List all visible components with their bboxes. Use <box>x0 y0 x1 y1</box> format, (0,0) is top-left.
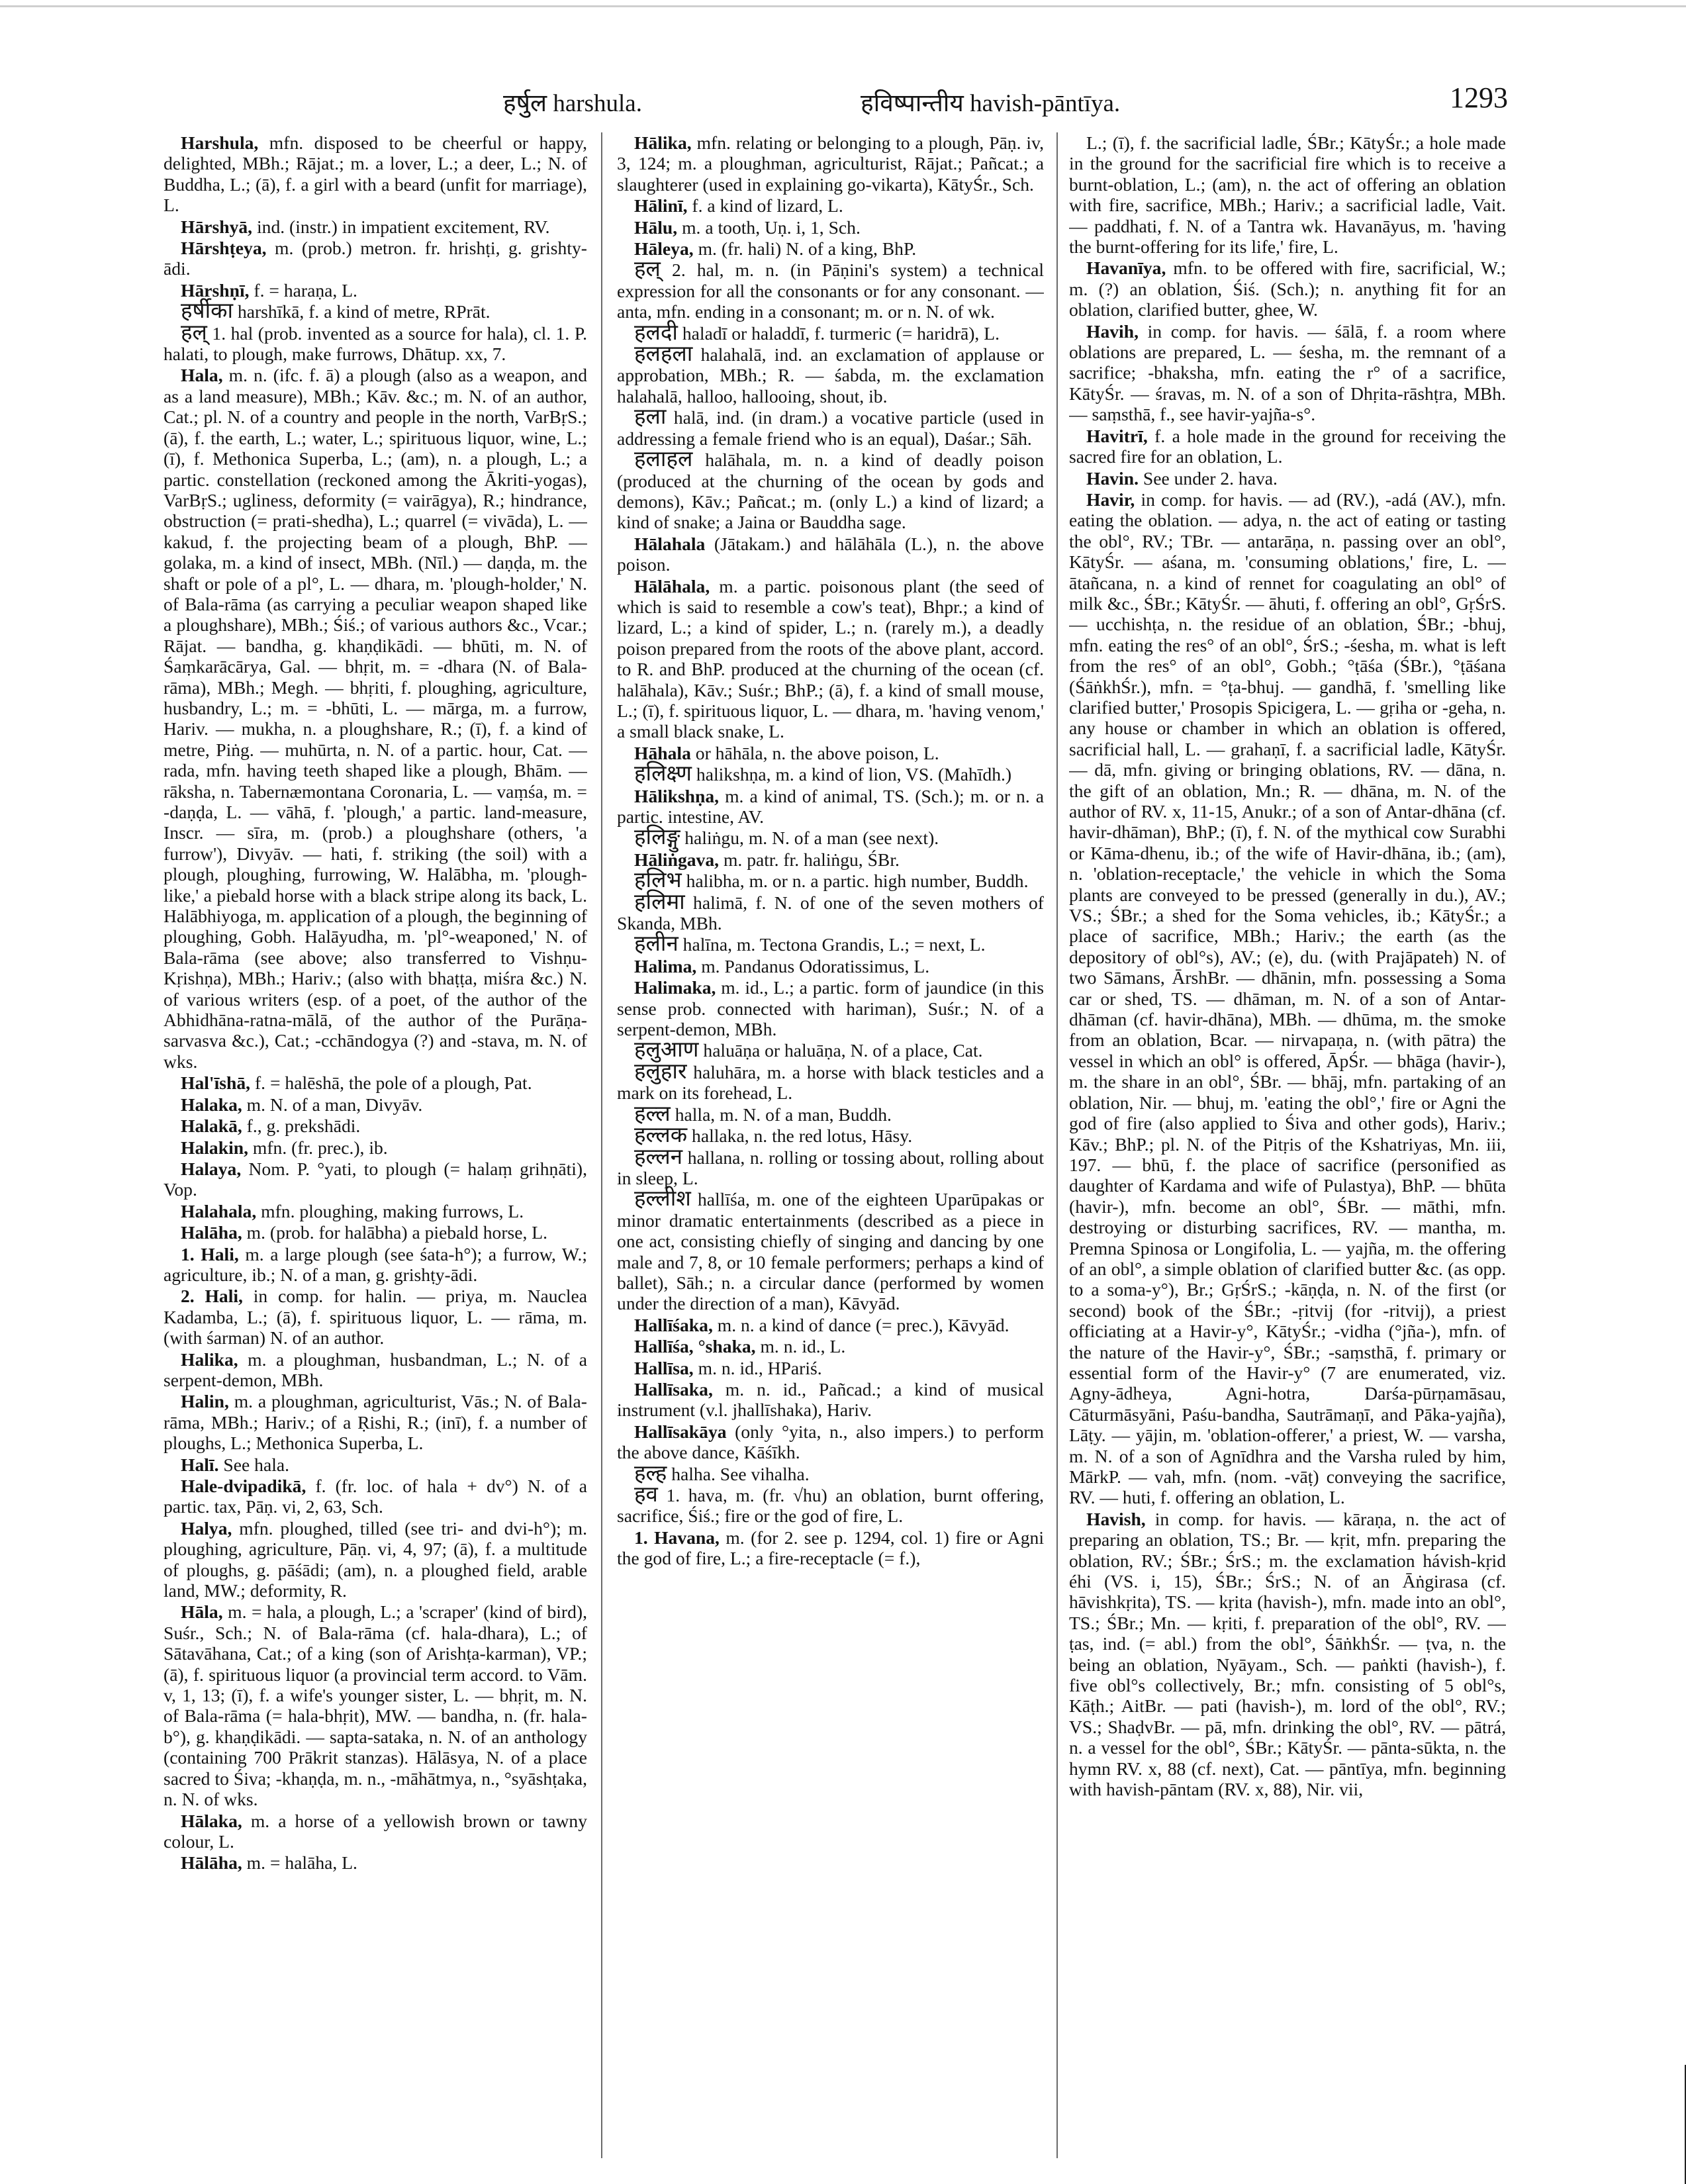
dictionary-entry <box>164 1094 587 1115</box>
dictionary-entry <box>617 320 1044 345</box>
headword: Halakā, <box>181 1116 242 1137</box>
dictionary-entry <box>617 407 1044 449</box>
entry-definition: haliṅgu, m. N. of a man (see next). <box>684 828 939 849</box>
dictionary-entry <box>617 132 1044 195</box>
dictionary-entry <box>164 1391 587 1453</box>
entry-definition: halla, m. N. of a man, Buddh. <box>675 1104 892 1125</box>
dictionary-entry <box>617 1336 1044 1356</box>
dictionary-entry <box>164 1159 587 1200</box>
entry-definition: mfn. ploughed, tilled (see tri- and dvi-h°); m. ploughing, agriculture, Pāṇ. vi, 4, 97; (ā), f. a multitude of ploughs, g. pāśādi; (am), n. a ploughed field, arable land, MW.; deformity, R. <box>164 1517 587 1601</box>
dictionary-entry <box>164 1852 587 1873</box>
headword: Halāha, <box>181 1222 242 1243</box>
entry-definition: hallana, n. rolling or tossing about, rolling about in sleep, L. <box>617 1147 1044 1188</box>
entry-definition: halīna, m. Tectona Grandis, L.; = next, L. <box>682 934 986 955</box>
entry-definition: m. (fr. hali) N. of a king, BhP. <box>698 238 917 260</box>
headword: Hallīsakāya <box>634 1421 727 1442</box>
entry-definition: haluhāra, m. a horse with black testicles and a mark on its forehead, L. <box>617 1061 1044 1104</box>
dictionary-entry <box>1069 132 1506 257</box>
entry-definition: See under 2. hava. <box>1143 467 1278 489</box>
dictionary-entry <box>617 977 1044 1039</box>
headword: हलाहल <box>634 448 693 472</box>
dictionary-entry <box>617 849 1044 870</box>
entry-definition: in comp. for havis. — śālā, f. a room where oblations are prepared, L. — śesha, m. the remnant of a sacrifice; -bhaksha, mfn. eating the r° of a sacrifice, KātyŚr. — śravas, m. N. of a son of Dhṛita-rāshṭra, MBh. — saṃsthā, f., see havir-yajña-s°. <box>1069 320 1506 425</box>
dictionary-entry <box>164 320 587 365</box>
entry-definition: f. (fr. loc. of hala + dv°) N. of a partic. tax, Pāṇ. vi, 2, 63, Sch. <box>164 1476 587 1517</box>
headword: Hālāha, <box>181 1852 242 1874</box>
headword: Halakin, <box>181 1137 248 1158</box>
entry-definition: m. a tooth, Uṇ. i, 1, Sch. <box>682 216 861 238</box>
headword: हलिमा <box>634 890 685 914</box>
headword: Hārshṇī, <box>181 279 250 301</box>
headword: Hālaka, <box>181 1810 242 1831</box>
headword: हल् <box>181 320 207 345</box>
headword: हर्षीका <box>181 299 234 324</box>
headword: Hālāhala, <box>634 575 710 596</box>
dictionary-entry <box>617 450 1044 533</box>
headword: Hārshṭeya, <box>181 238 267 259</box>
column-divider <box>601 132 602 2158</box>
dictionary-entry <box>617 1421 1044 1463</box>
headword: Harshula, <box>181 132 259 153</box>
dictionary-entry <box>164 1811 587 1852</box>
dictionary-entry <box>164 238 587 279</box>
entry-definition: harshīkā, f. a kind of metre, RPrāt. <box>237 301 491 322</box>
headword: हल्लीश <box>634 1187 691 1211</box>
headword: Halahala, <box>181 1200 257 1221</box>
headword: हलिङ्गु <box>634 826 680 850</box>
entry-definition: mfn. (fr. prec.), ib. <box>252 1137 388 1158</box>
headword: हलदी <box>634 320 678 345</box>
headword: Halima, <box>634 955 697 976</box>
headword: Halaya, <box>181 1158 242 1179</box>
middle-running-head: हविष्पान्तीय havish-pāntīya. <box>861 90 1121 117</box>
dictionary-entry <box>164 1454 587 1475</box>
entry-definition: m. Pandanus Odoratissimus, L. <box>701 955 930 976</box>
entry-definition: (only °yita, n., also impers.) to perform the above dance, Kāśīkh. <box>617 1421 1044 1463</box>
dictionary-entry <box>617 1040 1044 1061</box>
dictionary-entry <box>617 828 1044 848</box>
dictionary-entry <box>617 195 1044 216</box>
entry-definition: halimā, f. N. of one of the seven mothers of Skanda, MBh. <box>617 892 1044 934</box>
left-running-head: हर्षुल harshula. <box>503 90 642 117</box>
dictionary-entry <box>617 238 1044 259</box>
entry-definition: m. id., L.; a partic. form of jaundice (in this sense prob. connected with hariman), Suśr.; N. of a serpent-demon, MBh. <box>617 977 1044 1040</box>
entry-definition: m. = hala, a plough, L.; a 'scraper' (kind of bird), Suśr., Sch.; N. of Bala-rāma (cf. hala-dhara), L.; of Sātavāhana, Cat.; of a king (son of Arishṭa-karman), VP.; (ā), f. spirituous liquor (a provincial term accord. to Vām. v, 1, 13; (ī), f. a wife's younger sister, L. — bhṛit, m. N. of Bala-rāma (= hala-bhṛit), MW. — bandha, n. (fr. hala-b°), g. khaṇḍikādi. — sapta-sataka, n. N. of an anthology (containing 700 Prākrit stanzas). Hālāsya, N. of a place sacred to Śiva; -khaṇḍa, m. n., -māhātmya, n., °syāshṭaka, n. N. of wks. <box>164 1601 587 1810</box>
dictionary-entry <box>617 344 1044 406</box>
dictionary-entry <box>1069 321 1506 425</box>
dictionary-entry <box>164 280 587 301</box>
entry-definition: f. = haraṇa, L. <box>254 279 357 301</box>
headword: हल्ल <box>634 1102 671 1126</box>
dictionary-entry <box>164 132 587 216</box>
page-header <box>0 78 1686 118</box>
headword: हल्लन <box>634 1145 683 1169</box>
dictionary-entry <box>617 956 1044 976</box>
entry-definition: m. patr. fr. haliṅgu, ŚBr. <box>723 849 900 870</box>
entry-definition: in comp. for havis. — kāraṇa, n. the act of preparing an oblation, TS.; Br. — kṛit, mfn. preparing the oblation, RV.; ŚBr.; ŚrS.; m. the exclamation hávish-kṛid éhi (VS. i, 15), ŚBr.; ŚrS.; N. of an Āṅgirasa (cf. hāvishkṛita), TS. — kṛita (havish-), mfn. made into an obl°, TS.; ŚBr.; Mn. — kṛiti, f. preparation of the obl°, RV. — ṭas, ind. (= abl.) from the obl°, ŚāṅkhŚr. — ṭva, n. the being an oblation, Nyāyam., Sch. — paṅkti (havish-), f. five obl°s collectively, Br.; mfn. consisting of 5 obl°s, Kāṭh.; AitBr. — pati (havish-), m. lord of the obl°, RV.; VS.; ShaḍvBr. — pā, mfn. drinking the obl°, RV. — pātrá, n. a vessel for the obl°, ŚBr.; KātyŚr. — pānta-sūkta, n. the hymn RV. x, 88 (cf. next), Cat. — pāntīya, mfn. beginning with havish-pāntam (RV. x, 88), Nir. vii, <box>1069 1508 1506 1800</box>
headword: Halin, <box>181 1391 229 1412</box>
dictionary-entry <box>617 217 1044 238</box>
dictionary-entry <box>164 1072 587 1093</box>
dictionary-entry <box>617 1059 1044 1104</box>
entry-definition: m. a kind of animal, TS. (Sch.); m. or n. a partic. intestine, AV. <box>617 785 1044 827</box>
headword: Halimaka, <box>634 977 716 998</box>
entry-definition: halikshṇa, m. a kind of lion, VS. (Mahīdh.) <box>696 764 1012 785</box>
entry-definition: m. (prob.) metron. fr. hrishṭi, g. grishty-ādi. <box>164 238 587 279</box>
headword: Halya, <box>181 1517 232 1539</box>
entry-definition: m. (for 2. see p. 1294, col. 1) fire or Agni the god of fire, L.; a fire-receptacle (= f.), <box>617 1527 1044 1569</box>
column-divider <box>1056 132 1058 2158</box>
entry-definition: hallaka, n. the red lotus, Hāsy. <box>692 1125 913 1147</box>
headword: Havih, <box>1086 320 1139 342</box>
dictionary-entry <box>1069 426 1506 467</box>
entry-definition: Nom. P. °yati, to plough (= halaṃ grihṇāti), Vop. <box>164 1158 587 1200</box>
dictionary-entry <box>1069 489 1506 1508</box>
entry-definition: m. n. id., Pañcad.; a kind of musical instrument (v.l. jhallīshaka), Hariv. <box>617 1378 1044 1421</box>
dictionary-entry <box>164 301 587 322</box>
dictionary-entry <box>617 1147 1044 1189</box>
entry-definition: in comp. for halin. — priya, m. Nauclea Kadamba, L.; (ā), f. spirituous liquor, L. — rāma, m. (with śarman) N. of an author. <box>164 1286 587 1349</box>
entry-definition: m. n. id., L. <box>760 1336 846 1357</box>
headword: Hāleya, <box>634 238 694 260</box>
dictionary-entry <box>164 216 587 237</box>
headword: हलहला <box>634 342 693 367</box>
dictionary-entry <box>617 743 1044 763</box>
dictionary-entry <box>617 786 1044 828</box>
headword: 1. Havana, <box>634 1527 720 1548</box>
dictionary-entry <box>617 1125 1044 1146</box>
headword: Hāliṅgava, <box>634 849 720 870</box>
dictionary-entry <box>164 1518 587 1601</box>
entry-definition: m. a ploughman, agriculturist, Vās.; N. of Bala-rāma, MBh.; Hariv.; of a Ṛishi, R.; (inī), f. a number of ploughs, L.; Methonica Superba, L. <box>164 1391 587 1454</box>
headword: Havish, <box>1086 1508 1146 1529</box>
headword: Halika, <box>181 1349 238 1370</box>
entry-definition: 1. hal (prob. invented as a source for hala), cl. 1. P. halati, to plough, make furrows, Dhātup. xx, 7. <box>164 322 587 365</box>
headword: हव <box>634 1483 658 1507</box>
dictionary-entry <box>1069 468 1506 489</box>
column-2 <box>617 132 1044 2158</box>
dictionary-entry <box>617 260 1044 322</box>
dictionary-entry <box>164 365 587 1072</box>
dictionary-entry <box>617 1315 1044 1335</box>
dictionary-entry <box>617 1104 1044 1125</box>
headword: Hala, <box>181 365 223 386</box>
entry-definition: f., g. prekshādi. <box>246 1116 361 1137</box>
headword: हल्लक <box>634 1123 688 1148</box>
headword: Hāla, <box>181 1601 223 1623</box>
entry-definition: m. n. id., HPariś. <box>698 1357 822 1378</box>
headword: Hallīśa, °shaka, <box>634 1336 756 1357</box>
dictionary-entry <box>617 1358 1044 1378</box>
entry-definition: hallīśa, m. one of the eighteen Uparūpakas or minor dramatic entertainments (described as a piece in one act, consisting chiefly of singing and dancing by one male and 7, 8, or 10 female performers; perhaps a kind of ballet), Sāh.; n. a circular dance (performed by women under the direction of a man), Kāvyād. <box>617 1189 1044 1314</box>
dictionary-entry <box>1069 1509 1506 1800</box>
entry-definition: haluāṇa or haluāṇa, N. of a place, Cat. <box>703 1040 983 1061</box>
headword: Hallīśaka, <box>634 1314 713 1335</box>
entry-definition: f. = halēshā, the pole of a plough, Pat. <box>254 1072 532 1094</box>
entry-definition: halāhala, m. n. a kind of deadly poison (produced at the churning of the ocean by gods and demons), Kāv.; Pañcat.; m. (only L.) a kind of lizard; a kind of snake; a Jaina or Bauddha sage. <box>617 450 1044 533</box>
entry-definition: mfn. ploughing, making furrows, L. <box>261 1200 524 1221</box>
headword: Hālikshṇa, <box>634 785 720 806</box>
dictionary-entry <box>164 1222 587 1243</box>
entry-definition: mfn. to be offered with fire, sacrificial, W.; m. (?) an oblation, Śiś. (Sch.); n. anything fit for an oblation, clarified butter, ghee, W. <box>1069 258 1506 320</box>
entry-definition: m. n. (ifc. f. ā) a plough (also as a weapon, and as a land measure), MBh.; Kāv. &c.; m. N. of an author, Cat.; pl. N. of a country and people in the north, VarBṛS.; (ā), f. the earth, L.; water, L.; spirituous liquor, wine, L.; (ī), f. Methonica Superba, L.; (am), n. a plough, L.; a partic. constellation (reckoned among the Ākriti-yogas), VarBṛS.; ugliness, deformity (= vairāgya), R.; hindrance, obstruction (= prati-shedha), L.; quarrel (= vivāda), L. — kakud, f. the projecting beam of a plough, BhP. — golaka, m. a kind of insect, MBh. (Nīl.) — daṇḍa, m. the shaft or pole of a pl°, L. — dhara, m. 'plough-holder,' N. of Bala-rāma (as carrying a peculiar weapon shaped like a ploughshare), MBh.; Śiś.; of various authors &c., Vcar.; Rājat. — bandha, g. khaṇḍikādi. — bhūti, m. N. of Śaṃkarācārya, Gal. — bhṛit, m. = -dhara (N. of Bala-rāma), MBh.; Megh. — bhṛiti, f. ploughing, agriculture, husbandry, L.; m. = -bhūti, L. — mārga, m. a furrow, Hariv. — mukha, n. a ploughshare, R.; (ī), f. a kind of metre, Piṅg. — muhūrta, n. N. of a partic. hour, Cat. — rada, mfn. having teeth shaped like a plough, Bhām. — rāksha, n. Tabernæmontana Coronaria, L. — vaṃśa, m. = -daṇḍa, L. — vāhā, f. 'plough,' a partic. land-measure, Inscr. — sīra, m. (prob.) a ploughshare (others, 'a furrow'), Divyāv. — hati, f. striking (the soil) with a plough, ploughing, furrowing, W. Halābha, m. 'plough-like,' a piebald horse with a black stripe along its back, L. Halābhiyoga, m. application of a plough, the beginning of ploughing, Gobh. Halāyudha, m. 'pl°-weaponed,' N. of Bala-rāma (see above; also transferred to Vishṇu-Kṛishṇa), MBh.; Hariv.; (also with bhaṭṭa, miśra &c.) N. of various writers (esp. of a poet, of the author of the Abhidhāna-ratna-mālā, of the author of the Purāṇa-sarvasva &c.), Cat.; -cchāndogya (?) and -stava, m. N. of wks. <box>164 365 587 1072</box>
dictionary-entry <box>617 576 1044 742</box>
dictionary-entry <box>164 1601 587 1809</box>
dictionary-entry <box>617 934 1044 955</box>
entry-definition: 1. hava, m. (fr. √hu) an oblation, burnt offering, sacrifice, Śiś.; fire or the god of fire, L. <box>617 1485 1044 1527</box>
headword: Hallīsaka, <box>634 1378 713 1400</box>
entry-definition: haladī or haladdī, f. turmeric (= haridrā), L. <box>682 322 1000 344</box>
dictionary-entry <box>164 1286 587 1348</box>
entry-definition: L.; (ī), f. the sacrificial ladle, ŚBr.; KātyŚr.; a hole made in the ground for the sacrificial fire which is to receive a burnt-oblation, L.; (am), n. the act of offering an oblation with fire, sacrifice, MBh.; Hariv.; a sacrificial ladle, Vait. — paddhati, f. N. of a Tantra wk. Havanāyus, m. 'having the burnt-offering for its life,' fire, L. <box>1069 132 1506 258</box>
entry-definition: f. a hole made in the ground for receiving the sacred fire for an oblation, L. <box>1069 425 1506 467</box>
entry-definition: halha. See vihalha. <box>671 1463 810 1484</box>
headword: 1. Hali, <box>181 1243 239 1264</box>
headword: हलीन <box>634 932 679 957</box>
dictionary-entry <box>164 1476 587 1517</box>
headword: Hāhala <box>634 742 691 763</box>
headword: हला <box>634 405 667 430</box>
entry-definition: See hala. <box>223 1454 290 1475</box>
entry-definition: m. N. of a man, Divyāv. <box>246 1094 423 1115</box>
scan-edge <box>0 5 1686 7</box>
entry-definition: mfn. relating or belonging to a plough, Pāṇ. iv, 3, 124; m. a ploughman, agriculturist, Rājat.; Pañcat.; a slaughterer (used in explaining go-vikarta), KātyŚr., Sch. <box>617 132 1044 195</box>
dictionary-entry <box>617 892 1044 934</box>
dictionary-entry <box>164 1137 587 1158</box>
entry-definition: mfn. disposed to be cheerful or happy, delighted, MBh.; Rājat.; m. a lover, L.; a deer, L.; N. of Buddha, L.; (ā), f. a girl with a beard (unfit for marriage), L. <box>164 132 587 216</box>
headword: Hārshyā, <box>181 216 253 237</box>
entry-definition: m. n. a kind of dance (= prec.), Kāvyād. <box>717 1314 1009 1335</box>
entry-definition: m. (prob. for halābha) a piebald horse, L. <box>246 1222 548 1243</box>
headword: हल्ह <box>634 1461 667 1486</box>
headword: Havin. <box>1086 467 1139 489</box>
dictionary-entry <box>617 871 1044 891</box>
headword: Halaka, <box>181 1094 242 1115</box>
page-number: 1293 <box>1450 81 1508 114</box>
entry-definition: m. a large plough (see śata-h°); a furrow, W.; agriculture, ib.; N. of a man, g. grishṭy-ādi. <box>164 1243 587 1285</box>
headword: हलुआण <box>634 1038 699 1063</box>
headword: हलिक्ष्ण <box>634 762 692 786</box>
headword: Hal'īshā, <box>181 1072 251 1094</box>
headword: Havitrī, <box>1086 425 1148 446</box>
entry-definition: m. a ploughman, husbandman, L.; N. of a serpent-demon, MBh. <box>164 1349 587 1390</box>
headword: Havir, <box>1086 489 1135 510</box>
dictionary-entry <box>617 1461 1044 1486</box>
dictionary-entry <box>617 1189 1044 1313</box>
headword: Hālika, <box>634 132 692 153</box>
entry-definition: (Jātakam.) and hālāhāla (L.), n. the above poison. <box>617 533 1044 575</box>
entry-definition: halā, ind. (in dram.) a vocative particle (used in addressing a female friend who is an equal), Daśar.; Sāh. <box>617 407 1044 449</box>
entry-definition: 2. hal, m. n. (in Pāṇini's system) a technical expression for all the consonants or for any consonant. — anta, mfn. ending in a consonant; m. or n. N. of wk. <box>617 260 1044 322</box>
entry-definition: m. a partic. poisonous plant (the seed of which is said to resemble a cow's teat), Bhpr.; a kind of lizard, L.; a kind of spider, L.; n. (rarely m.), a deadly poison prepared from the roots of the above plant, accord. to R. and BhP. produced at the churning of the ocean (cf. halāhala), Kāv.; Suśr.; BhP.; (ā), f. a kind of small mouse, L.; (ī), f. spirituous liquor, L. — dhara, m. 'having venom,' a small black snake, L. <box>617 575 1044 742</box>
dictionary-entry <box>617 1527 1044 1569</box>
entry-definition: ind. (instr.) in impatient excitement, RV. <box>257 216 550 237</box>
entry-definition: halahalā, ind. an exclamation of applause or approbation, MBh.; R. — śabda, m. the exclamation halahalā, halloo, hallooing, shout, ib. <box>617 344 1044 406</box>
headword: हलिभ <box>634 869 682 893</box>
entry-definition: or hāhāla, n. the above poison, L. <box>695 742 939 763</box>
headword: Halī. <box>181 1454 219 1475</box>
entry-definition: m. a horse of a yellowish brown or tawny colour, L. <box>164 1810 587 1852</box>
dictionary-entry <box>164 1201 587 1221</box>
dictionary-entry <box>164 1116 587 1136</box>
column-3 <box>1069 132 1506 2158</box>
entry-definition: halibha, m. or n. a partic. high number, Buddh. <box>686 871 1029 892</box>
headword: 2. Hali, <box>181 1286 243 1307</box>
dictionary-entry <box>1069 258 1506 320</box>
headword: Hale-dvipadikā, <box>181 1476 306 1496</box>
dictionary-entry <box>617 534 1044 575</box>
entry-definition: m. = halāha, L. <box>246 1852 357 1874</box>
entry-definition: f. a kind of lizard, L. <box>692 195 843 216</box>
headword: Havanīya, <box>1086 258 1166 279</box>
headword: Hālinī, <box>634 195 688 216</box>
dictionary-entry <box>617 1379 1044 1421</box>
headword: हलुहार <box>634 1059 687 1084</box>
entry-definition: in comp. for havis. — ad (RV.), -adá (AV.), mfn. eating the oblation. — adya, n. the act of eating or tasting the obl°, RV.; TBr. — antarāṇa, n. passing over an obl°, KātyŚr. — aśana, m. 'consuming oblations,' fire, L. — ātañcana, n. a kind of rennet for coagulating an obl° of milk &c., ŚBr.; KātyŚr. — āhuti, f. offering an obl°, GṛŚrS. — ucchishṭa, n. the residue of an oblation, ŚBr.; -bhuj, mfn. eating the res° of an obl°, ŚrS.; -śesha, m. what is left from the res° of an obl°, Gobh.; °ṭāśa (ŚBr.), °ṭāśana (ŚāṅkhŚr.), mfn. = °ṭa-bhuj. — gandhā, f. 'smelling like clarified butter,' Prosopis Spicigera, L. — gṛiha or -geha, n. any house or chamber in which an oblation is offered, sacrificial hall, L. — grahaṇī, f. a sacrificial ladle, KātyŚr. — dā, mfn. giving or bringing oblations, RV. — dāna, n. the gift of an oblation, Mn.; R. — dhāna, m. N. of the author of RV. x, 11-15, Anukr.; of a son of Antar-dhāna (cf. havir-dhāman), BhP.; (ī), f. N. of the mythical cow Surabhi or Kāma-dhenu, ib.; of the wife of Havir-dhāna, ib.; (am), n. 'oblation-receptacle,' the vehicle in which the Soma plants are conveyed to be pressed (generally in du.), AV.; VS.; ŚBr.; a shed for the Soma vehicles, ib.; KātyŚr.; a place of sacrifice, MBh.; Hariv.; the earth (as the depository of obl°s), AV.; (e), du. (with Prajāpateh) N. of two Sāmans, ĀrshBr. — dhānin, mfn. possessing a Soma car or shed, TS. — dhāman, m. N. of a son of Antar-dhāman (cf. havir-dhāna), MBh. — dhūma, m. the smoke from an oblation, Bcar. — nirvapaṇa, n. (with pātra) the vessel in which an obl° is offered, ĀpŚr. — bhāga (havir-), m. the share in an obl°, ŚBr. — bhāj, mfn. partaking of an oblation, Nir. — bhuj, m. 'eating the obl°,' fire or Agni the god of fire (also applied to Śiva and other gods), Hariv.; Kāv.; BhP.; pl. N. of the Pitṛis of the Kshatriyas, Mn. iii, 197. — bhū, f. the place of sacrifice (personified as daughter of Kardama and wife of Pulastya), BhP. — bhūta (havir-), mfn. become an obl°, ŚBr. — māthi, mfn. destroying or disturbing sacrifices, RV. — mantha, m. Premna Spinosa or Longifolia, L. — yajña, m. the offering of an obl°, a simple oblation of clarified butter &c. (as opp. to a soma-y°), Br.; GṛŚrS.; -kāṇḍa, n. N. of the first (or second) book of the ŚBr.; -ṛitvij (for -ritvij), a priest officiating at a Havir-y°, KātyŚr.; -vidha (°jña-), mfn. of the nature of the Havir-y°, ŚBr.; -saṃsthā, f. primary or essential form of the Havir-y° (7 are enumerated, viz. Agny-ādheya, Agni-hotra, Darśa-pūrṇamāsau, Cāturmāsyāni, Paśu-bandha, Sautrāmaṇī, and Pāka-yajña), Lāṭy. — yājin, m. 'oblation-offerer,' a priest, W. — varsha, m. N. of a son of Agnīdhra and the Varsha ruled by him, MārkP. — vah, mfn. (nom. -vāṭ) conveying the sacrifice, RV. — huti, f. offering an oblation, L. <box>1069 489 1506 1508</box>
dictionary-entry <box>617 764 1044 784</box>
headword: Hālu, <box>634 216 678 238</box>
column-1 <box>164 132 587 2158</box>
dictionary-entry <box>164 1349 587 1391</box>
dictionary-entry <box>617 1485 1044 1527</box>
dictionary-entry <box>164 1244 587 1286</box>
headword: Hallīsa, <box>634 1357 694 1378</box>
headword: हल् <box>634 258 661 282</box>
headword: Hālahala <box>634 533 706 554</box>
